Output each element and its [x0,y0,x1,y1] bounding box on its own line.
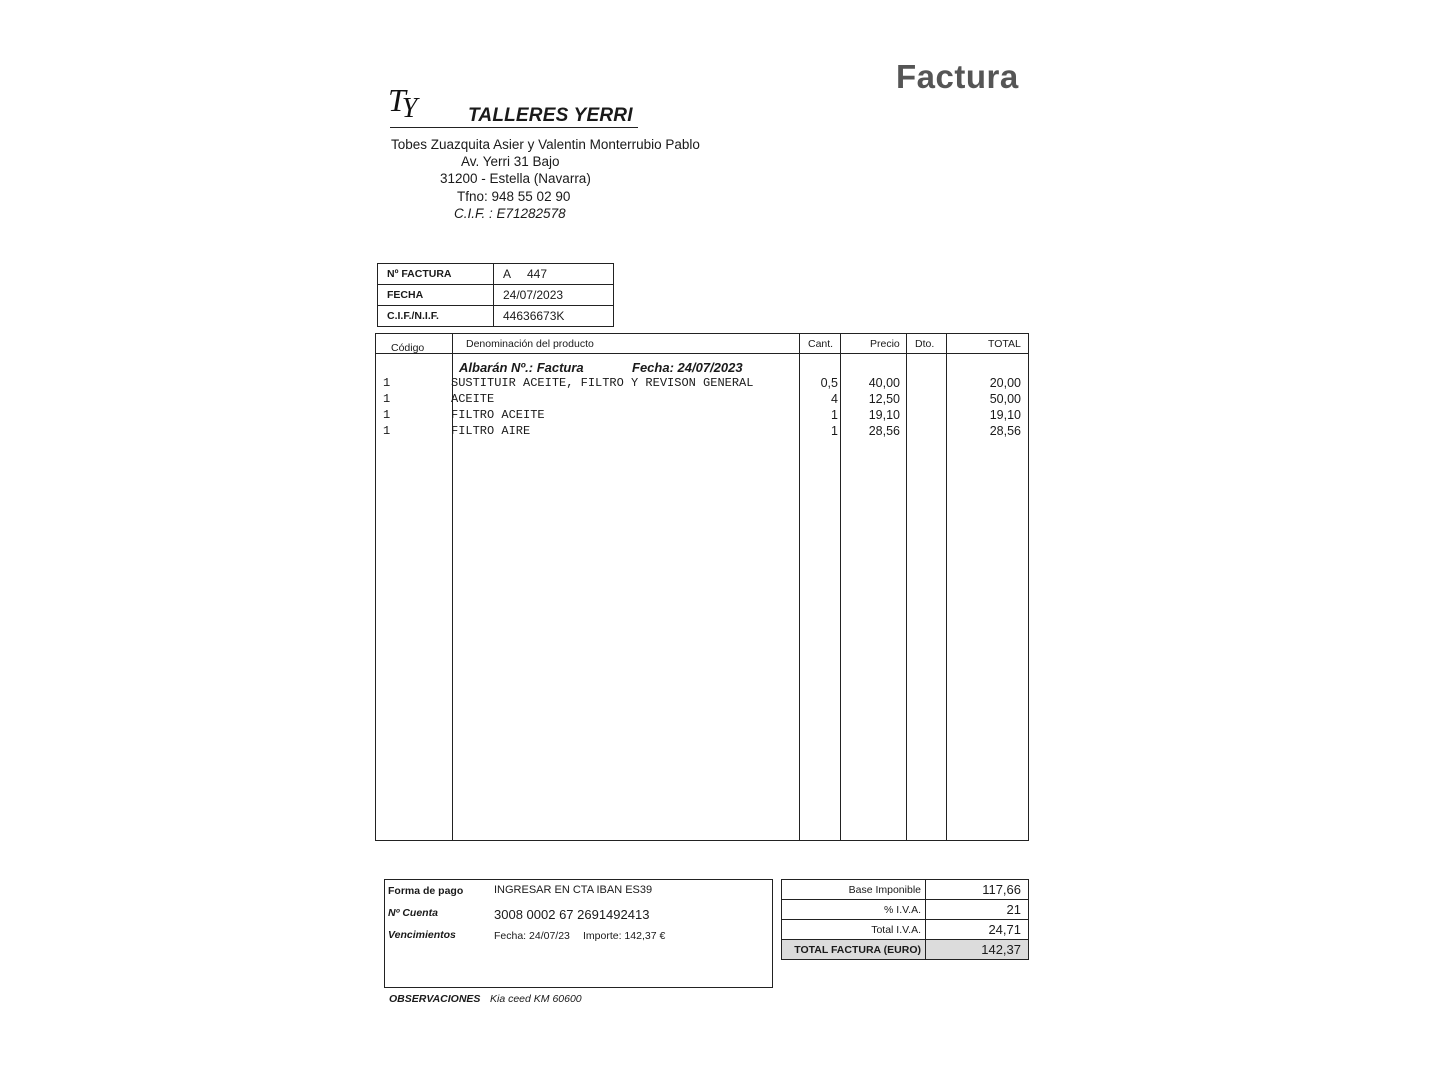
row-price: 28,56 [868,424,900,438]
row-qty: 4 [831,392,838,406]
vat-pct-value: 21 [926,900,1029,920]
company-city: 31200 - Estella (Navarra) [440,171,591,186]
header-code: Código [391,342,425,354]
row-total: 20,00 [989,376,1021,390]
vat-pct-label: % I.V.A. [782,900,926,920]
invoice-date-label: FECHA [378,285,494,306]
invoice-number-value: A 447 [494,264,614,285]
company-owners: Tobes Zuazquita Asier y Valentin Monterrubio Pablo [391,137,700,152]
company-phone: Tfno: 948 55 02 90 [457,189,571,204]
company-name-underline [390,127,638,128]
header-description: Denominación del producto [466,338,594,350]
row-qty: 1 [831,424,838,438]
albaran-date: Fecha: 24/07/2023 [632,360,743,375]
row-price: 12,50 [868,392,900,406]
invoice-info-table [377,263,614,327]
items-header-divider [376,353,1028,354]
row-description: FILTRO AIRE [451,424,531,438]
row-code: 1 [383,376,391,390]
row-description: FILTRO ACEITE [451,408,545,422]
row-price: 40,00 [868,376,900,390]
due-amount: Importe: 142,37 € [583,930,666,942]
row-price: 19,10 [868,408,900,422]
payment-method-label: Forma de pago [388,885,464,897]
grand-total-label: TOTAL FACTURA (EURO) [782,940,926,960]
company-logo [388,82,421,124]
observations-value: Kia ceed KM 60600 [490,993,582,1005]
company-cif: C.I.F. : E71282578 [454,206,566,221]
due-label: Vencimientos [388,929,456,941]
invoice-date-value: 24/07/2023 [494,285,614,306]
grand-total-row [782,940,1029,960]
grand-total-value: 142,37 [926,940,1029,960]
account-label: Nº Cuenta [388,907,438,919]
header-total: TOTAL [988,338,1021,350]
header-price: Precio [870,338,900,350]
due-date: Fecha: 24/07/23 [494,930,570,942]
vat-total-label: Total I.V.A. [782,920,926,940]
base-row [782,880,1029,900]
row-total: 28,56 [989,424,1021,438]
table-row [376,424,1028,440]
table-row [376,392,1028,408]
albaran-number: Albarán Nº.: Factura [459,360,584,375]
invoice-number-label: Nº FACTURA [378,264,494,285]
row-total: 50,00 [989,392,1021,406]
totals-table [781,879,1029,960]
row-total: 19,10 [989,408,1021,422]
company-street: Av. Yerri 31 Bajo [461,154,560,169]
observations-label: OBSERVACIONES [389,993,481,1005]
base-value: 117,66 [926,880,1029,900]
invoice-number-row [378,264,614,285]
table-row [376,376,1028,392]
invoice-nif-row [378,306,614,327]
row-code: 1 [383,408,391,422]
row-description: ACEITE [451,392,495,406]
table-row [376,408,1028,424]
account-value: 3008 0002 67 2691492413 [494,907,650,922]
vat-total-value: 24,71 [926,920,1029,940]
row-qty: 1 [831,408,838,422]
row-qty: 0,5 [820,376,838,390]
company-name: TALLERES YERRI [468,105,633,126]
header-qty: Cant. [808,338,834,350]
base-label: Base Imponible [782,880,926,900]
row-code: 1 [383,424,391,438]
invoice-nif-value: 44636673K [494,306,614,327]
invoice-date-row [378,285,614,306]
vat-total-row [782,920,1029,940]
logo-letter-t: T [388,82,406,118]
invoice-nif-label: C.I.F./N.I.F. [378,306,494,327]
header-discount: Dto. [915,338,935,350]
logo-letter-y: Y [401,93,418,124]
items-table [375,333,1029,841]
row-code: 1 [383,392,391,406]
payment-box [384,879,773,988]
row-description: SUSTITUIR ACEITE, FILTRO Y REVISON GENERAL [451,376,754,390]
payment-method-value: INGRESAR EN CTA IBAN ES39 [494,884,653,896]
document-title: Factura [896,58,1019,95]
vat-pct-row [782,900,1029,920]
